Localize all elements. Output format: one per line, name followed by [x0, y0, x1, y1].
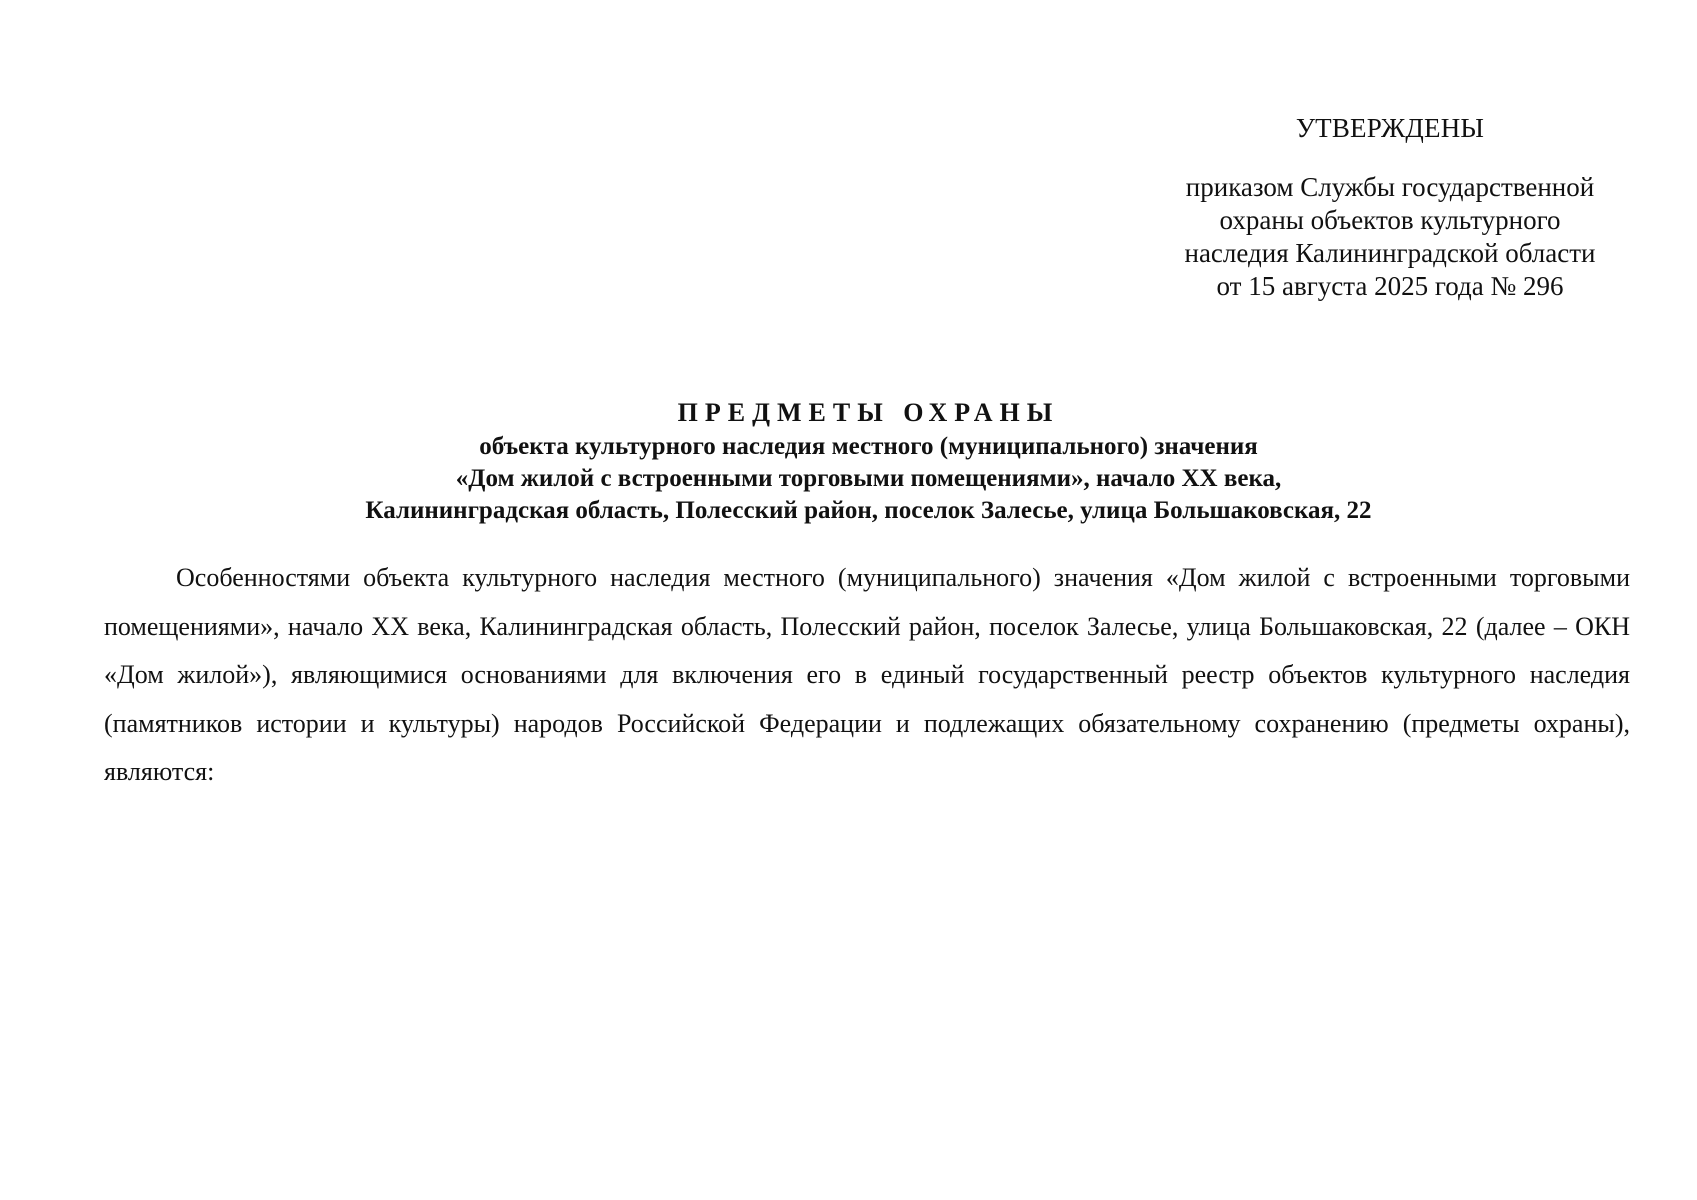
approval-line: наследия Калининградской области	[1184, 238, 1596, 268]
approval-title: УТВЕРЖДЕНЫ	[1295, 113, 1485, 143]
document-title: ПРЕДМЕТЫ ОХРАНЫ	[677, 398, 1060, 427]
heading-line: «Дом жилой с встроенными торговыми помещениями», начало XX века,	[455, 465, 1282, 492]
approval-line: приказом Службы государственной	[1185, 172, 1595, 202]
document-heading	[100, 397, 1637, 527]
approval-order-date: от 15 августа 2025 года № 296	[1216, 271, 1564, 301]
heading-line: объекта культурного наследия местного (муниципального) значения	[479, 433, 1258, 460]
body-paragraph: Особенностями объекта культурного наследия местного (муниципального) значения «Дом жилой с встроенными торговыми помещениями», начало XX века, Калининградская область, Полесский район, поселок Залесье, улица Большаковская, 22 (далее – ОКН «Дом жилой»), являющимися основаниями для включения его в единый государственный реестр объектов культурного наследия (памятников истории и культуры) народов Российской Федерации и подлежащих обязательному сохранению (предметы охраны), являются:	[104, 563, 1630, 786]
approval-line: охраны объектов культурного	[1219, 205, 1561, 235]
approval-block	[1160, 112, 1620, 303]
heading-address: Калининградская область, Полесский район, поселок Залесье, улица Большаковская, 22	[365, 497, 1372, 524]
